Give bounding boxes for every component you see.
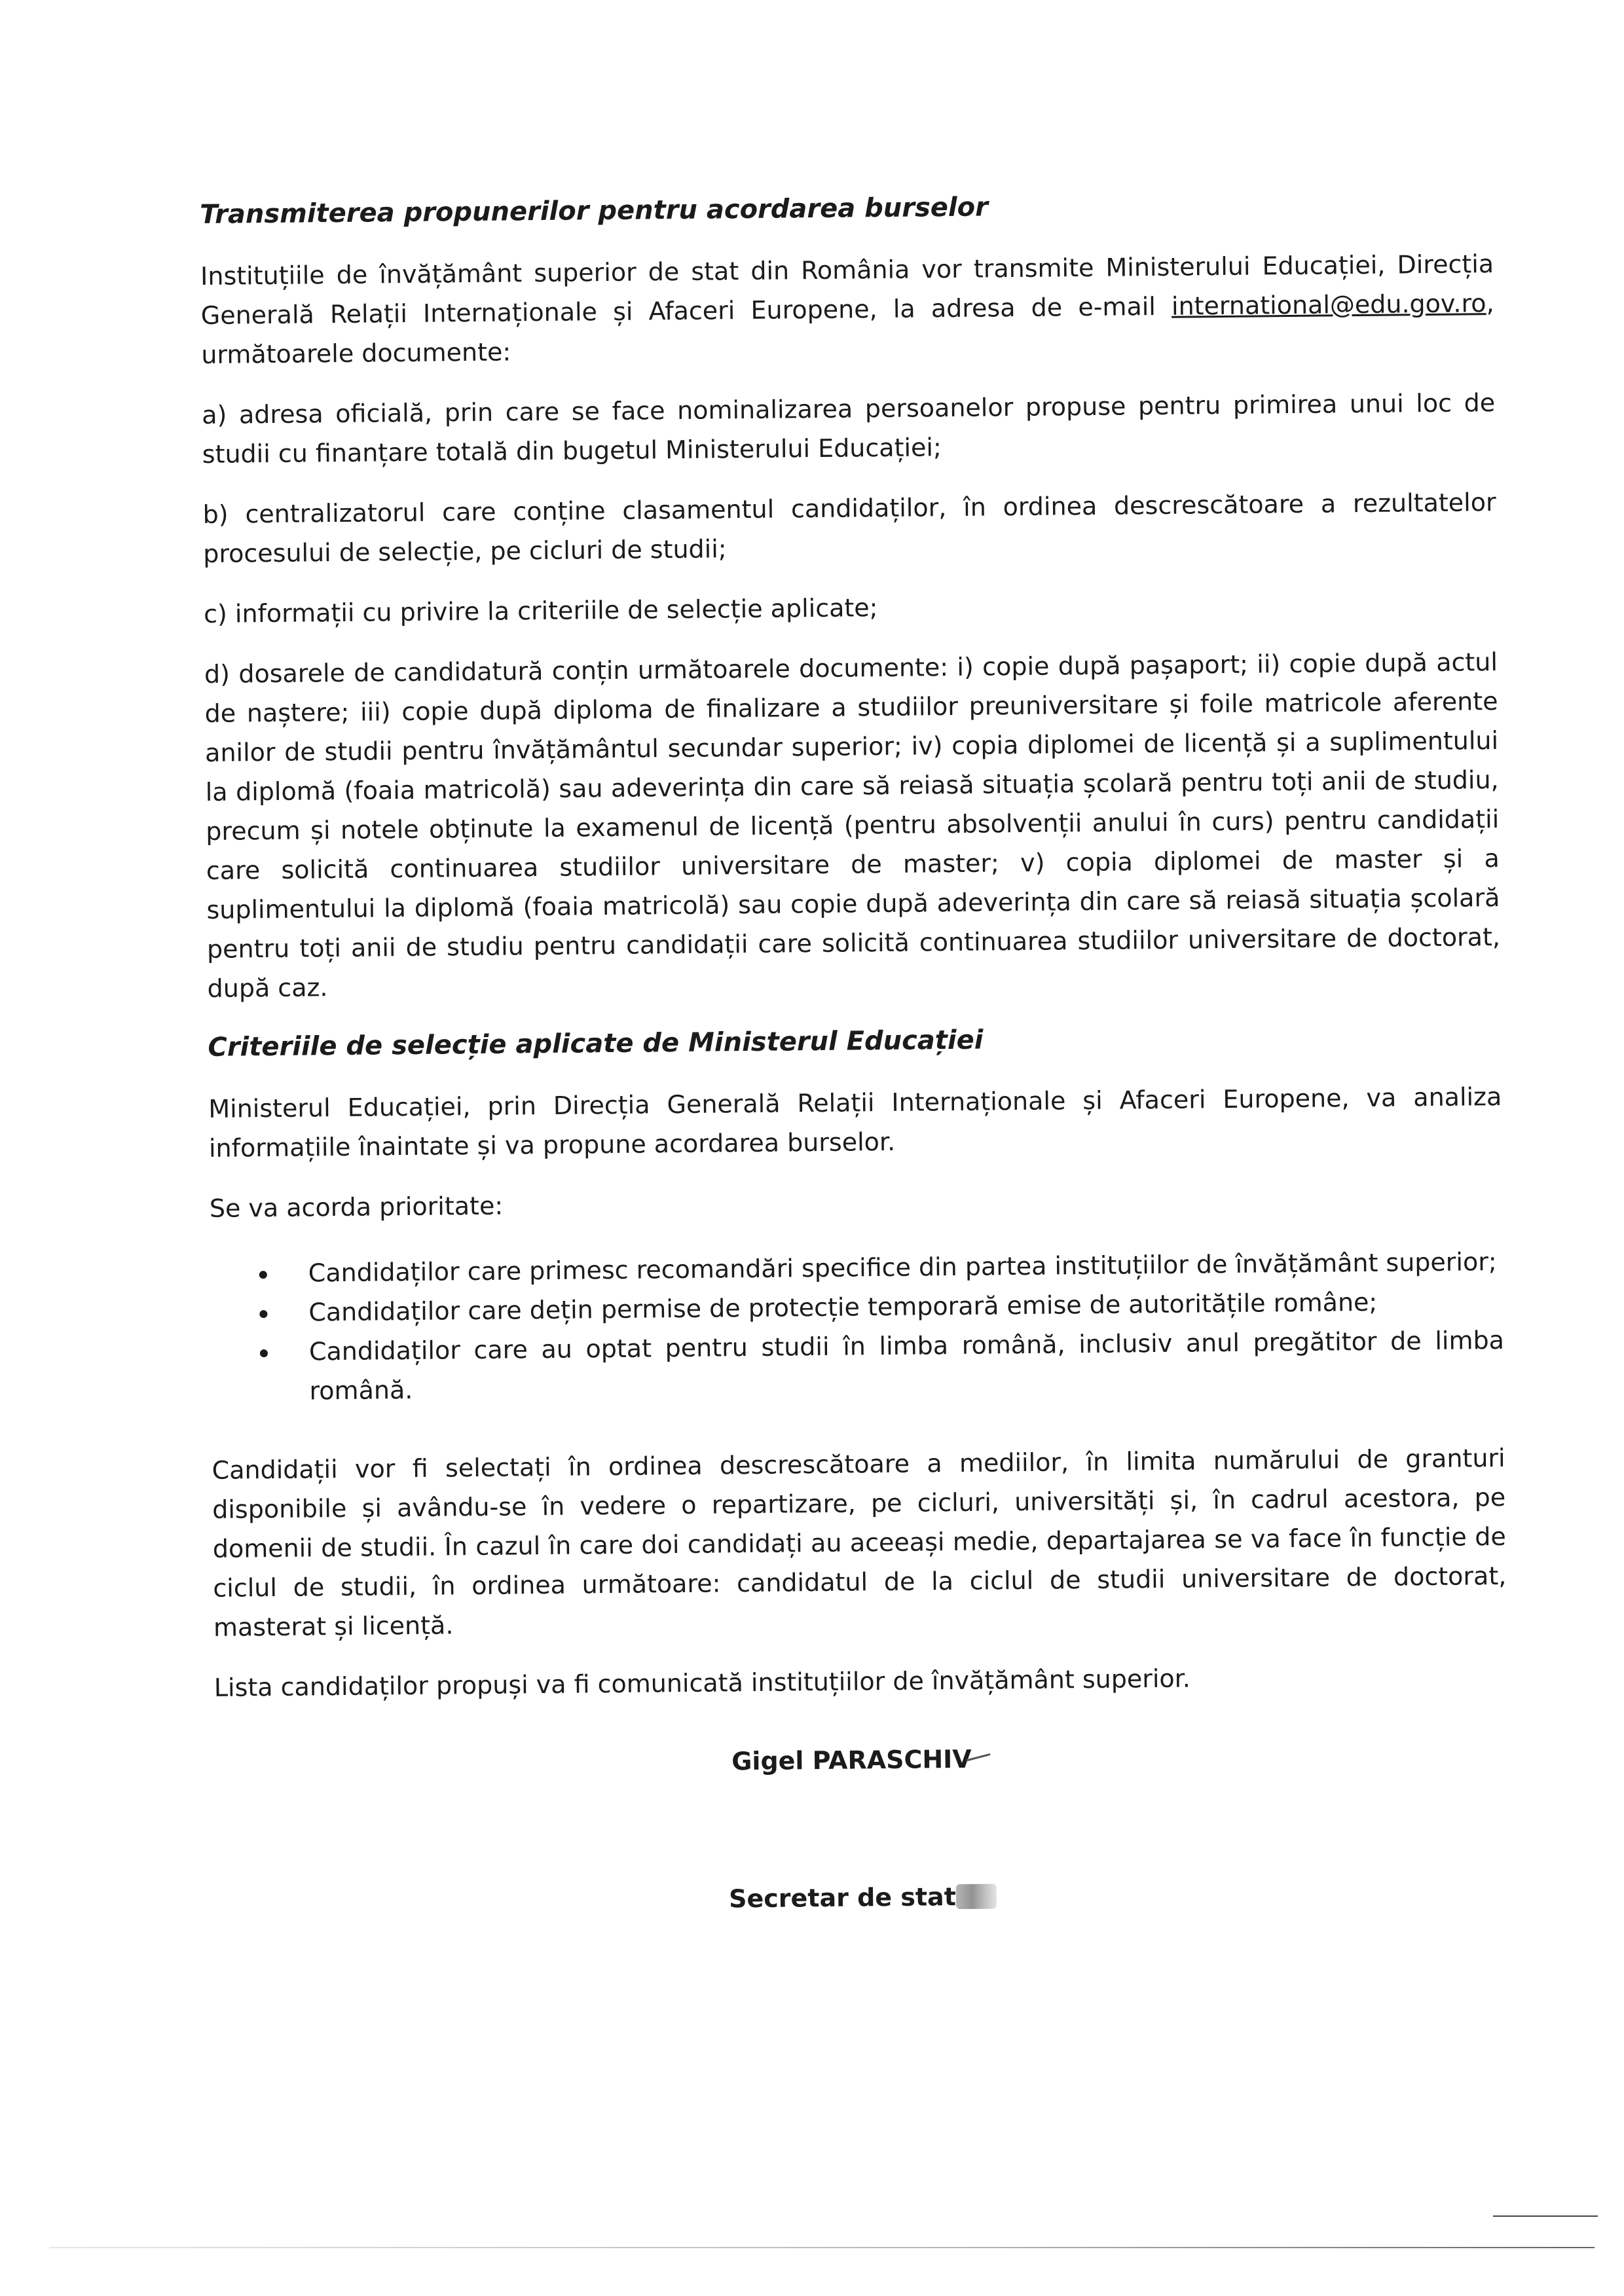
selection-paragraph: Candidații vor fi selectați în ordinea descrescătoare a mediilor, în limita numărului de granturi disponibile și avându-se în vedere o repartizare, pe cicluri, universități și, în cadrul acestora, pe domenii de studii. În cazul în care doi candidați au aceeași medie, departajarea se va face în funcție de ciclul de studii, în ordinea următoare: candidatul de la ciclul de studii universitare de doctorat, masterat și licență. [212,1443,1507,1642]
item-a-paragraph: a) adresa oficială, prin care se face nominalizarea persoanelor propuse pentru primirea unui loc de studii cu finanțare totală din bugetul Ministerului Educației; [201,388,1496,469]
item-d-paragraph: d) dosarele de candidatură conțin următoarele documente: i) copie după pașaport; ii) copie după actul de naștere; iii) copie după diploma de finalizare a studiilor preuniversitare și foile matricole aferente anilor de studii pentru învățământul secundar superior; iv) copia diplomei de licență și a suplimentului la diplomă (foaia matricolă) sau adeverința din care să reiasă situația școlară pentru toți anii de studiu, precum și notele obținute la examenul de licență (pentru absolvenții anului în curs) pentru candidații care solicită continuarea studiilor universitare de master; v) copia diplomei de master și a suplimentului la diplomă (foaia matricolă) sau copie după adeverința din care să reiasă situația școlară pentru toți anii de studiu pentru candidații care solicită continuarea studiilor universitare de doctorat, după caz. [204,647,1501,1003]
section-heading-criteria: Criteriile de selecție aplicate de Ministerul Educației [208,1025,984,1063]
section-heading-proposals: Transmiterea propunerilor pentru acordarea burselor [200,192,989,230]
criteria-intro-paragraph: Ministerul Educației, prin Direcția Generală Relații Internaționale și Afaceri Europene, va analiza informațiile înaintate și va propune acordarea burselor. [208,1082,1502,1163]
intro-paragraph [200,244,1495,374]
priority-label: Se va acorda prioritate: [209,1191,504,1223]
signer-title-text: Secretar de stat [728,1882,957,1914]
list-item-text: Candidaților care dețin permise de protecție temporară emise de autoritățile române; [308,1287,1378,1327]
item-c-paragraph: c) informații cu privire la criteriile de selecție aplicate; [203,593,878,629]
footer-rule-short [1493,2215,1598,2217]
footer-rule [49,2247,1595,2248]
signer-title [216,1872,1509,1923]
signer-name-text: Gigel PARASCHIV [731,1744,972,1776]
document-body [200,184,1509,1923]
signer-name [215,1734,1508,1786]
priority-list [210,1242,1505,1412]
email-link[interactable]: international@edu.gov.ro [1171,289,1486,321]
item-b-paragraph: b) centralizatorul care conține clasamentul candidaților, în ordinea descrescătoare a rezultatelor procesului de selecție, pe cicluri de studii; [202,488,1496,568]
bullet-icon [259,1271,267,1279]
list-note-paragraph: Lista candidaților propuși va fi comunicată instituțiilor de învățământ superior. [213,1664,1191,1702]
bullet-icon [259,1310,267,1318]
list-item-text: Candidaților care primesc recomandări specifice din partea instituțiilor de învățământ superior; [308,1247,1497,1288]
intro-text-start: Instituțiile de învățământ superior de stat din România vor transmite Ministerului Educației, Direcția Generală Relații Internaționale și Afaceri Europene, la adresa de e-mail [200,249,1494,330]
list-item-text: Candidaților care au optat pentru studii în limba română, inclusiv anul pregătitor de limba română. [308,1325,1505,1406]
stamp-smudge-icon [956,1884,997,1909]
intro-text-end: , următoarele documente: [201,289,1494,369]
bullet-icon [260,1349,268,1357]
list-item [211,1321,1505,1412]
